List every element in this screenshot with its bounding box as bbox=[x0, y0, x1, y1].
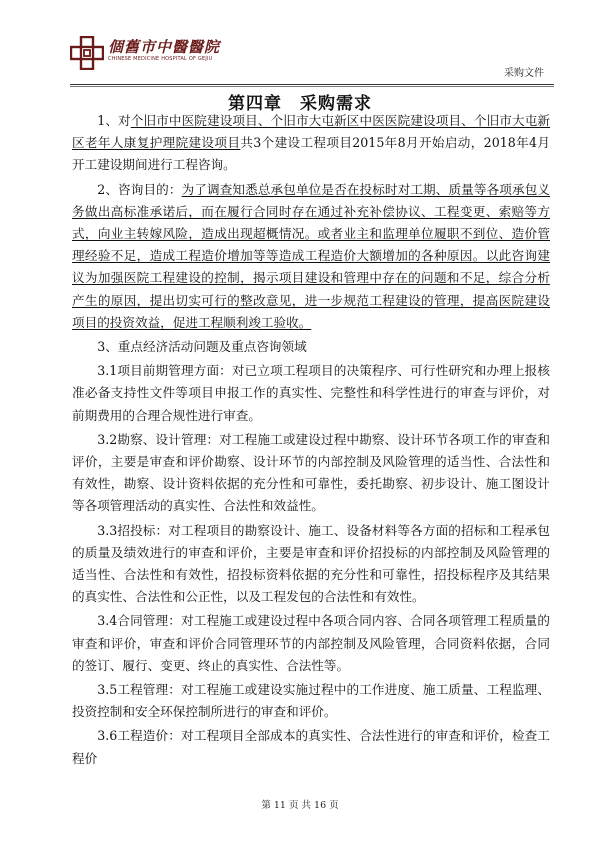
item-3-4: 3.4合同管理：对工程施工或建设过程中各项合同内容、合同各项管理工程质量的审查和评价，审查和评价合同管理环节的内部控制及风险管理，合同资料依据，合同的签订、履行、变更、终止的真实性、合法性等。 bbox=[72, 613, 550, 673]
logo-chinese-name: 個舊市中醫醫院 bbox=[108, 38, 221, 56]
paragraph-2 bbox=[72, 179, 550, 334]
paragraph-1-suffix: 共3个建设工程项目2015年8月开始启动，2018年4月开工建设期间进行工程咨询。 bbox=[72, 135, 551, 173]
item-3-2: 3.2勘察、设计管理：对工程施工或建设过程中勘察、设计环节各项工作的审查和评价，主要是审查和评价勘察、设计环节的内部控制及风险管理的适当性、合法性和有效性，勘察、设计资料依据的充分性和可靠性，委托勘察、初步设计、施工图设计等各项管理活动的真实性、合法性和效益性。 bbox=[72, 431, 550, 514]
hospital-logo bbox=[70, 36, 220, 70]
item-3-6: 3.6工程造价：对工程项目全部成本的真实性、合法性进行的审查和评价，检查工程价 bbox=[72, 728, 550, 766]
paragraph-1-prefix: 1、对 bbox=[97, 113, 131, 128]
section-3-heading: 3、重点经济活动问题及重点咨询领域 bbox=[97, 339, 307, 355]
header-divider bbox=[70, 84, 554, 85]
item-3-3: 3.3招投标：对工程项目的勘察设计、施工、设备材料等各方面的招标和工程承包的质量及绩效进行的审查和评价，主要是审查和评价招投标的内部控制及风险管理的适当性、合法性和有效性，招投标资料依据的充分性和可靠性，招投标程序及其结果的真实性、合法性和公正性，以及工程发包的合法性和有效性。 bbox=[72, 522, 550, 605]
header-divider-thin bbox=[70, 86, 554, 87]
paragraph-1 bbox=[72, 110, 550, 177]
document-label: 采购文件 bbox=[504, 68, 544, 79]
logo-english-name: CHINESE MEDICINE HOSPITAL OF GEJIU bbox=[108, 56, 213, 62]
page-number-footer: 第 11 页 共 16 页 bbox=[261, 800, 339, 811]
paragraph-1-underlined: 个旧市中医院建设项目、个旧市大屯新区中医医院建设项目、个旧市大屯新区老年人康复护理院建设项目 bbox=[72, 113, 550, 151]
page-header bbox=[70, 36, 550, 84]
chapter-title: 第四章 采购需求 bbox=[228, 94, 372, 114]
hospital-emblem-icon bbox=[70, 36, 104, 70]
paragraph-2-prefix: 2、咨询目的： bbox=[97, 181, 182, 197]
item-3-1: 3.1项目前期管理方面：对已立项工程项目的决策程序、可行性研究和办理上报核准必备支持性文件等项目申报工作的真实性、完整性和科学性进行的审查与评价，对前期费用的合理合规性进行审查。 bbox=[72, 363, 550, 423]
item-3-5: 3.5工程管理：对工程施工或建设实施过程中的工作进度、施工质量、工程监理、投资控制和安全环保控制所进行的审查和评价。 bbox=[72, 682, 550, 720]
document-body bbox=[72, 110, 550, 770]
paragraph-2-underlined: 为了调查知悉总承包单位是否在投标时对工期、质量等各项承包义务做出高标准承诺后，而在履行合同时存在通过补充补偿协议、工程变更、索赔等方式，向业主转嫁风险，造成出现超概情况。或者业主和监理单位履职不到位、造价管理经验不足，造成工程造价增加等等造成工程造价大额增加的各种原因。以此咨询建议为加强医院工程建设的控制，揭示项目建设和管理中存在的问题和不足，综合分析产生的原因，提出切实可行的整改意见，进一步规范工程建设的管理，提高医院建设项目的投资效益，促进工程顺利竣工验收。 bbox=[72, 181, 551, 330]
